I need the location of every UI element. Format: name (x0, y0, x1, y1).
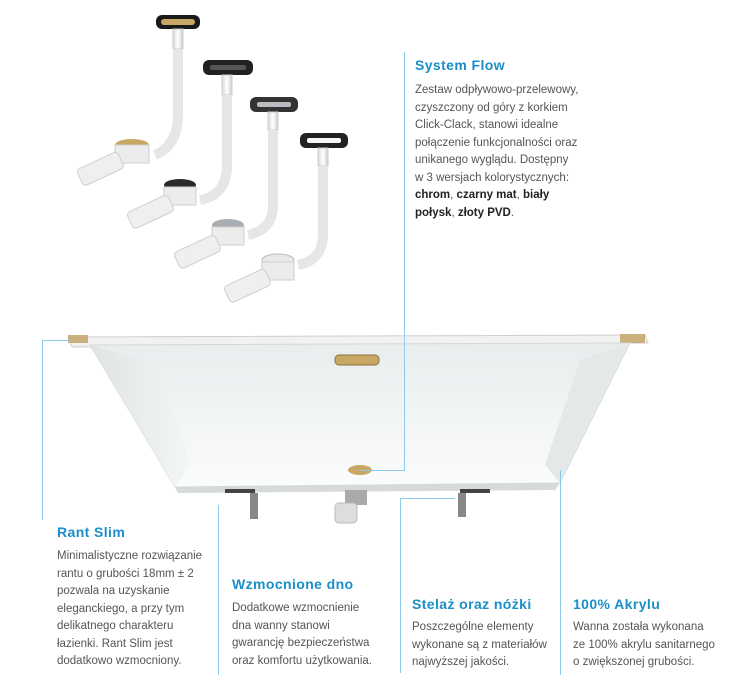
system-flow-title: System Flow (415, 57, 505, 73)
connector-line-system-flow-v (404, 52, 405, 470)
system-flow-description: Zestaw odpływowo-przelewowy, czyszczony od góry z korkiem Click-Clack, stanowi idealne połączenie funkcjonalności oraz unikanego wyglądu. Dostępny w 3 wersjach kolorystycznych: chrom, czarny mat, biały połysk, złoty PVD. (415, 84, 579, 219)
wzmocnione-dno-title: Wzmocnione dno (232, 576, 354, 592)
akryl-title: 100% Akrylu (573, 596, 661, 612)
rant-slim-description: Minimalistyczne rozwiązanie rantu o grubości 18mm ± 2 pozwala na uzyskanie eleganckiego, a przy tym delikatnego charakteru łazienki. Rant Slim jest dodatkowo wzmocniony. (57, 550, 203, 667)
connector-line-rant-h (42, 340, 70, 341)
rant-slim-title: Rant Slim (57, 524, 126, 540)
connector-line-system-flow-h (360, 470, 405, 471)
connector-line-stelaz (400, 498, 401, 673)
connector-line-akryl (560, 470, 561, 675)
drain-sets-illustration (60, 5, 380, 305)
connector-line-stelaz-h (400, 498, 455, 499)
stelaz-title: Stelaż oraz nóżki (412, 596, 532, 612)
drain-set-gold (76, 15, 200, 186)
connector-line-rant-v (42, 340, 43, 520)
wzmocnione-dno-description: Dodatkowe wzmocnienie dna wanny stanowi gwarancję bezpieczeństwa oraz komfortu użytkowania. (232, 602, 372, 667)
akryl-description: Wanna została wykonana ze 100% akrylu sanitarnego o zwiększonej grubości. (573, 621, 715, 668)
stelaz-description: Poszczególne elementy wykonane są z materiałów najwyższej jakości. (412, 621, 547, 668)
drain-set-white (223, 133, 348, 303)
bathtub-illustration (60, 325, 660, 530)
